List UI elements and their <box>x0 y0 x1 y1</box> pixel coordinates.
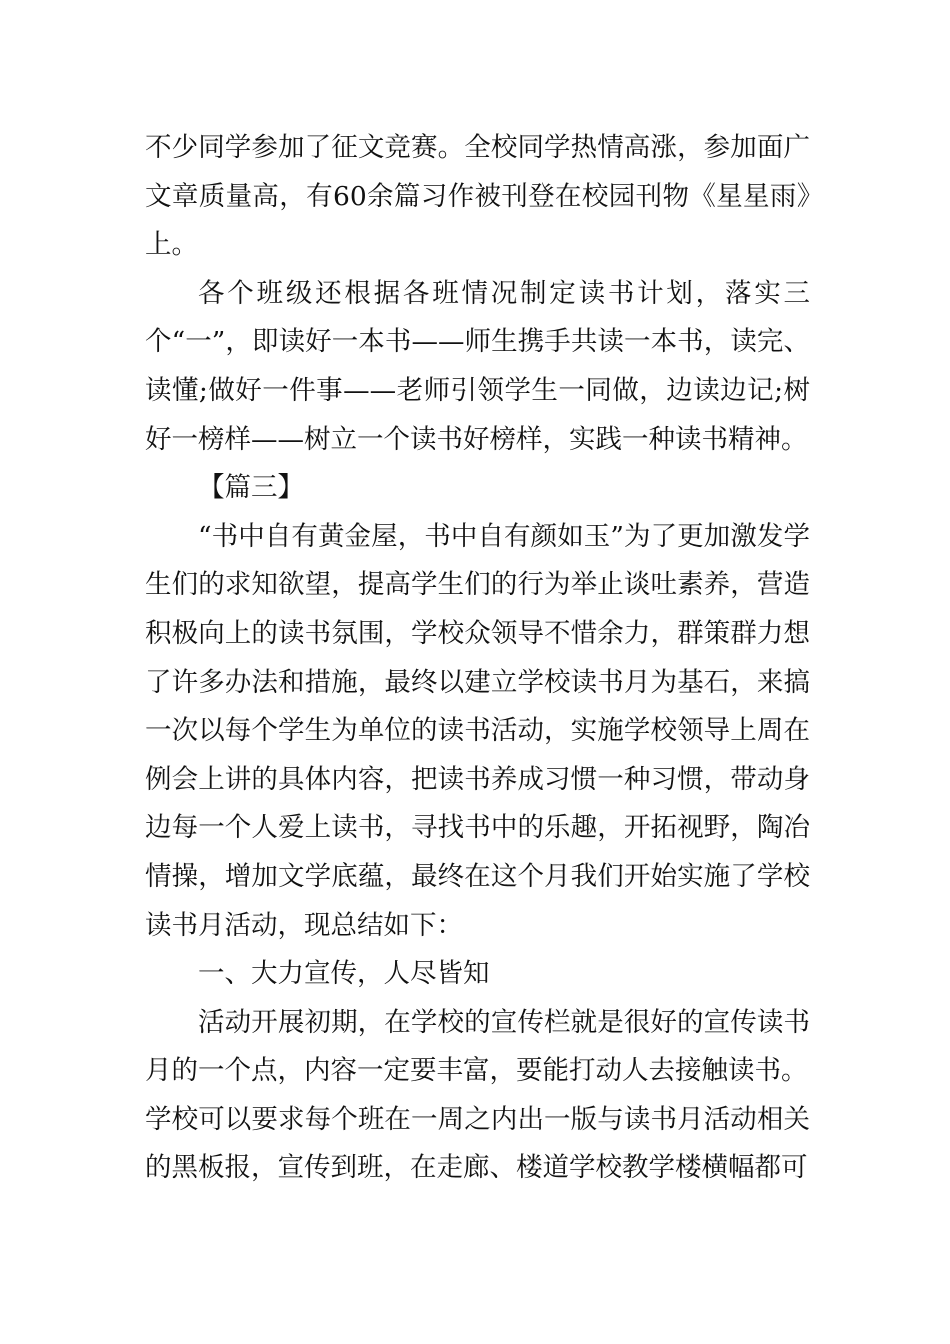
body-text <box>145 124 810 1193</box>
paragraph-blackboard-newspaper: 学校可以要求每个班在一周之内出一版与读书月活动相关的黑板报，宣传到班，在走廊、楼道学校教学楼横幅都可 <box>145 1103 810 1184</box>
section-heading-part-three: 【篇三】 <box>198 472 304 504</box>
subheading-publicity: 一、大力宣传，人尽皆知 <box>198 958 490 990</box>
paragraph-publicity-board: 活动开展初期，在学校的宣传栏就是很好的宣传读书月的一个点，内容一定要丰富，要能打动人去接触读书。 <box>145 1006 810 1087</box>
paragraph-reading-month-intro: “书中自有黄金屋，书中自有颜如玉”为了更加激发学生们的求知欲望，提高学生们的行为举止谈吐素养，营造积极向上的读书氛围，学校众领导不惜余力，群策群力想了许多办法和措施，最终以建立学校读书月为基石，来搞一次以每个学生为单位的读书活动，实施学校领导上周在例会上讲的具体内容，把读书养成习惯一种习惯，带动身边每一个人爱上读书，寻找书中的乐趣，开拓视野，陶冶情操，增加文学底蕴，最终在这个月我们开始实施了学校读书月活动，现总结如下： <box>145 520 810 941</box>
paragraph-class-reading-plan: 各个班级还根据各班情况制定读书计划，落实三个“一”，即读好一本书——师生携手共读一本书，读完、读懂;做好一件事——老师引领学生一同做，边读边记;树好一榜样——树立一个读书好榜样，实践一种读书精神。 <box>145 277 810 455</box>
paragraph-essay-contest: 不少同学参加了征文竞赛。全校同学热情高涨，参加面广文章质量高，有60余篇习作被刊登在校园刊物《星星雨》上。 <box>145 132 810 261</box>
